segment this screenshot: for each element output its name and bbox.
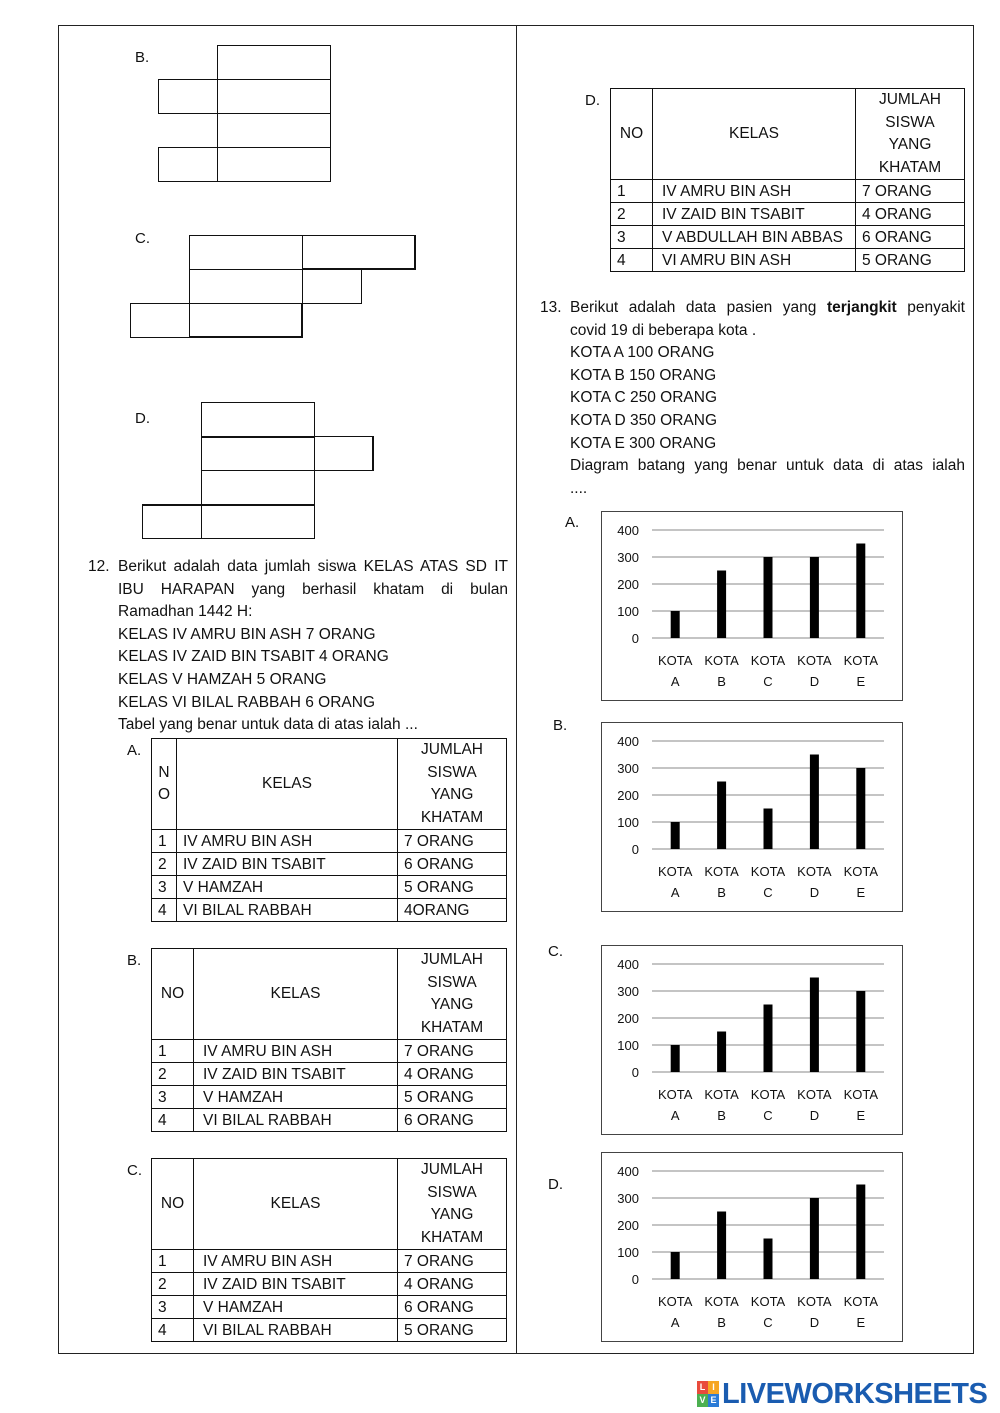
- table-a-label: A.: [127, 742, 142, 759]
- cell-jumlah: 7 ORANG: [398, 830, 507, 853]
- chart-option-a-label: A.: [565, 514, 580, 531]
- question-line: ....: [570, 479, 588, 497]
- cell-kelas: IV AMRU BIN ASH: [177, 830, 398, 853]
- cell-jumlah: 7 ORANG: [856, 180, 965, 203]
- x-tick-label: KOTA: [657, 1294, 693, 1309]
- x-tick-label: KOTA: [797, 653, 832, 668]
- bar-chart-c: [601, 945, 903, 1135]
- bar: [810, 557, 819, 638]
- cell-kelas: VI BILAL RABBAH: [194, 1109, 398, 1132]
- bar: [671, 1045, 680, 1072]
- logo-mark: [697, 1381, 719, 1407]
- cell-jumlah: 6 ORANG: [856, 226, 965, 249]
- cell-kelas: V HAMZAH: [194, 1296, 398, 1319]
- y-tick-label: 100: [617, 1245, 639, 1260]
- x-tick-label: E: [856, 1315, 866, 1330]
- cell-no: 3: [152, 876, 177, 899]
- y-tick-label: 0: [631, 1272, 639, 1287]
- table-b-label: B.: [127, 952, 142, 969]
- question-line: Berikut adalah data jumlah siswa KELAS ATAS SD IT: [118, 558, 508, 575]
- y-tick-label: 400: [617, 1164, 639, 1179]
- logo-mark-letter: E: [708, 1394, 719, 1407]
- table-b: [151, 948, 507, 1132]
- y-tick-label: 0: [631, 842, 639, 857]
- x-tick-label: KOTA: [704, 653, 739, 668]
- bar-chart-a: [601, 511, 903, 701]
- table-row: [152, 830, 507, 853]
- cell-no: 4: [152, 1109, 194, 1132]
- net-face: [302, 269, 362, 304]
- y-tick-label: 0: [631, 631, 639, 646]
- net-face: [314, 436, 374, 471]
- cell-no: 3: [152, 1086, 194, 1109]
- x-tick-label: KOTA: [750, 1294, 786, 1309]
- x-tick-label: KOTA: [750, 864, 786, 879]
- x-tick-label: D: [809, 885, 820, 900]
- cell-kelas: VI BILAL RABBAH: [194, 1319, 398, 1342]
- bar-chart-b: [601, 722, 903, 912]
- bar: [671, 611, 680, 638]
- question-line: Ramadhan 1442 H:: [118, 603, 253, 621]
- table-row: [152, 1273, 507, 1296]
- cell-jumlah: 6 ORANG: [398, 853, 507, 876]
- net-face: [189, 303, 303, 338]
- x-tick-label: KOTA: [704, 864, 739, 879]
- bar: [717, 1212, 726, 1280]
- y-tick-label: 100: [617, 815, 639, 830]
- bar-chart-d: [601, 1152, 903, 1342]
- cell-kelas: IV ZAID BIN TSABIT: [653, 203, 856, 226]
- cell-kelas: VI BILAL RABBAH: [177, 899, 398, 922]
- net-face: [189, 235, 303, 270]
- cell-jumlah: 4 ORANG: [398, 1063, 507, 1086]
- cell-kelas: IV AMRU BIN ASH: [194, 1040, 398, 1063]
- question-line: Tabel yang benar untuk data di atas ialah ...: [118, 716, 418, 734]
- cell-jumlah: 4ORANG: [398, 899, 507, 922]
- net-face: [130, 303, 190, 338]
- table-row: [611, 249, 965, 272]
- table-row: [611, 226, 965, 249]
- cell-kelas: IV ZAID BIN TSABIT: [194, 1273, 398, 1296]
- table-row: [152, 1086, 507, 1109]
- x-tick-label: KOTA: [843, 653, 879, 668]
- header-kelas: KELAS: [653, 89, 856, 180]
- net-face: [189, 269, 303, 304]
- x-tick-label: A: [670, 1315, 680, 1330]
- x-tick-label: A: [670, 674, 680, 689]
- table-row: [152, 853, 507, 876]
- question-line: covid 19 di beberapa kota .: [570, 321, 757, 339]
- y-tick-label: 100: [617, 604, 639, 619]
- question-line: KOTA C 250 ORANG: [570, 389, 718, 407]
- y-tick-label: 400: [617, 523, 639, 538]
- net-option-b-label: B.: [135, 49, 150, 66]
- cell-jumlah: 4 ORANG: [398, 1273, 507, 1296]
- y-tick-label: 300: [617, 550, 639, 565]
- cell-kelas: V HAMZAH: [194, 1086, 398, 1109]
- header-kelas: KELAS: [177, 739, 398, 830]
- cell-no: 1: [152, 830, 177, 853]
- net-face: [201, 470, 315, 505]
- table-d-label: D.: [585, 92, 600, 109]
- question-line: KELAS IV AMRU BIN ASH 7 ORANG: [118, 625, 376, 643]
- logo-mark-letter: I: [708, 1381, 719, 1394]
- net-face: [201, 504, 315, 539]
- chart-option-d-label: D.: [548, 1176, 563, 1193]
- cell-no: 3: [611, 226, 653, 249]
- x-tick-label: KOTA: [843, 1087, 879, 1102]
- bar: [717, 1032, 726, 1073]
- question-keyword: terjangkit: [826, 299, 897, 316]
- question-intro-end: penyakit: [896, 299, 965, 316]
- x-tick-label: KOTA: [657, 1087, 693, 1102]
- header-jumlah: JUMLAH SISWA YANG KHATAM: [856, 89, 965, 180]
- question-line: KOTA E 300 ORANG: [570, 434, 717, 452]
- y-tick-label: 200: [617, 577, 639, 592]
- header-no: NO: [152, 1159, 194, 1250]
- logo-mark-letter: L: [697, 1381, 708, 1394]
- column-divider: [516, 25, 517, 1354]
- cell-no: 2: [152, 1273, 194, 1296]
- table-row: [611, 203, 965, 226]
- x-tick-label: C: [763, 1108, 773, 1123]
- table-row: [152, 876, 507, 899]
- x-tick-label: KOTA: [797, 864, 832, 879]
- cell-jumlah: 6 ORANG: [398, 1296, 507, 1319]
- header-kelas: KELAS: [194, 1159, 398, 1250]
- net-option-d-label: D.: [135, 410, 150, 427]
- header-kelas: KELAS: [194, 949, 398, 1040]
- question-number: 13.: [540, 299, 562, 316]
- chart-svg: [602, 946, 902, 1134]
- x-tick-label: B: [717, 674, 726, 689]
- table-c: [151, 1158, 507, 1342]
- x-tick-label: D: [809, 674, 820, 689]
- x-tick-label: B: [717, 885, 726, 900]
- cell-jumlah: 7 ORANG: [398, 1040, 507, 1063]
- net-face: [217, 113, 331, 148]
- bar: [764, 1239, 773, 1280]
- bar: [717, 782, 726, 850]
- x-tick-label: KOTA: [657, 864, 693, 879]
- bar: [764, 1005, 773, 1073]
- bar: [810, 755, 819, 850]
- chart-svg: [602, 512, 902, 700]
- cell-jumlah: 7 ORANG: [398, 1250, 507, 1273]
- x-tick-label: D: [809, 1315, 820, 1330]
- chart-svg: [602, 1153, 902, 1341]
- logo-text: LIVEWORKSHEETS: [722, 1377, 988, 1410]
- cell-kelas: IV ZAID BIN TSABIT: [177, 853, 398, 876]
- net-face: [201, 436, 315, 471]
- question-line: KOTA B 150 ORANG: [570, 366, 717, 384]
- cell-jumlah: 5 ORANG: [398, 876, 507, 899]
- question-line: IBU HARAPAN yang berhasil khatam di bulan: [118, 580, 508, 598]
- y-tick-label: 0: [631, 1065, 639, 1080]
- x-tick-label: E: [856, 674, 866, 689]
- cell-jumlah: 4 ORANG: [856, 203, 965, 226]
- x-tick-label: C: [763, 674, 773, 689]
- cell-no: 1: [152, 1040, 194, 1063]
- cell-jumlah: 5 ORANG: [398, 1086, 507, 1109]
- table-row: [152, 899, 507, 922]
- cell-kelas: IV ZAID BIN TSABIT: [194, 1063, 398, 1086]
- cell-jumlah: 5 ORANG: [856, 249, 965, 272]
- bar: [856, 544, 865, 639]
- bar: [810, 978, 819, 1073]
- cell-no: 4: [152, 1319, 194, 1342]
- cell-kelas: IV AMRU BIN ASH: [653, 180, 856, 203]
- y-tick-label: 400: [617, 957, 639, 972]
- net-face: [217, 45, 331, 80]
- cell-no: 4: [152, 899, 177, 922]
- logo-mark-letter: V: [697, 1394, 708, 1407]
- table-a: [151, 738, 507, 922]
- cell-no: 4: [611, 249, 653, 272]
- net-face: [201, 402, 315, 437]
- x-tick-label: C: [763, 885, 773, 900]
- x-tick-label: B: [717, 1315, 726, 1330]
- x-tick-label: KOTA: [704, 1087, 739, 1102]
- question-line: [570, 297, 965, 320]
- table-c-label: C.: [127, 1162, 142, 1179]
- chart-svg: [602, 723, 902, 911]
- y-tick-label: 300: [617, 761, 639, 776]
- bar: [856, 768, 865, 849]
- question-line: KOTA A 100 ORANG: [570, 344, 715, 362]
- bar: [671, 822, 680, 849]
- bar: [671, 1252, 680, 1279]
- cell-no: 2: [152, 853, 177, 876]
- question-number: 12.: [88, 558, 110, 575]
- question-line: KELAS VI BILAL RABBAH 6 ORANG: [118, 693, 375, 711]
- y-tick-label: 200: [617, 1218, 639, 1233]
- bar: [856, 991, 865, 1072]
- x-tick-label: E: [856, 1108, 866, 1123]
- cell-no: 1: [611, 180, 653, 203]
- cell-kelas: V ABDULLAH BIN ABBAS: [653, 226, 856, 249]
- x-tick-label: KOTA: [750, 653, 786, 668]
- bar: [764, 809, 773, 850]
- x-tick-label: KOTA: [797, 1294, 832, 1309]
- x-tick-label: A: [670, 1108, 680, 1123]
- cell-no: 2: [611, 203, 653, 226]
- table-row: [152, 1040, 507, 1063]
- y-tick-label: 200: [617, 1011, 639, 1026]
- x-tick-label: B: [717, 1108, 726, 1123]
- header-jumlah: JUMLAH SISWA YANG KHATAM: [398, 949, 507, 1040]
- y-tick-label: 400: [617, 734, 639, 749]
- x-tick-label: D: [809, 1108, 820, 1123]
- bar: [764, 557, 773, 638]
- bar: [810, 1198, 819, 1279]
- net-option-c-label: C.: [135, 230, 150, 247]
- table-d: [610, 88, 965, 272]
- question-13: [540, 297, 965, 500]
- table-row: [152, 1250, 507, 1273]
- x-tick-label: A: [670, 885, 680, 900]
- x-tick-label: KOTA: [797, 1087, 832, 1102]
- cell-no: 2: [152, 1063, 194, 1086]
- question-intro: Berikut adalah data pasien yang: [570, 299, 827, 316]
- table-row: [152, 1319, 507, 1342]
- question-line: KOTA D 350 ORANG: [570, 411, 718, 429]
- table-row: [152, 1063, 507, 1086]
- x-tick-label: C: [763, 1315, 773, 1330]
- x-tick-label: KOTA: [750, 1087, 786, 1102]
- cell-jumlah: 5 ORANG: [398, 1319, 507, 1342]
- net-face: [142, 504, 202, 539]
- cell-jumlah: 6 ORANG: [398, 1109, 507, 1132]
- chart-option-b-label: B.: [553, 717, 568, 734]
- x-tick-label: KOTA: [843, 1294, 879, 1309]
- x-tick-label: E: [856, 885, 866, 900]
- header-jumlah: JUMLAH SISWA YANG KHATAM: [398, 1159, 507, 1250]
- header-no: NO: [152, 949, 194, 1040]
- question-line: KELAS IV ZAID BIN TSABIT 4 ORANG: [118, 648, 389, 666]
- cell-no: 1: [152, 1250, 194, 1273]
- table-row: [611, 180, 965, 203]
- y-tick-label: 200: [617, 788, 639, 803]
- header-jumlah: JUMLAH SISWA YANG KHATAM: [398, 739, 507, 830]
- header-no: N O: [152, 739, 177, 830]
- net-face: [302, 235, 416, 270]
- y-tick-label: 100: [617, 1038, 639, 1053]
- question-line: KELAS V HAMZAH 5 ORANG: [118, 670, 327, 688]
- header-no: NO: [611, 89, 653, 180]
- chart-option-c-label: C.: [548, 943, 563, 960]
- liveworksheets-logo: [697, 1378, 987, 1410]
- y-tick-label: 300: [617, 1191, 639, 1206]
- cell-no: 3: [152, 1296, 194, 1319]
- net-face: [158, 79, 218, 114]
- x-tick-label: KOTA: [843, 864, 879, 879]
- cell-kelas: VI AMRU BIN ASH: [653, 249, 856, 272]
- table-row: [152, 1296, 507, 1319]
- y-tick-label: 300: [617, 984, 639, 999]
- bar: [717, 571, 726, 639]
- question-12: [88, 556, 508, 737]
- cell-kelas: IV AMRU BIN ASH: [194, 1250, 398, 1273]
- table-row: [152, 1109, 507, 1132]
- x-tick-label: KOTA: [704, 1294, 739, 1309]
- net-face: [217, 147, 331, 182]
- bar: [856, 1185, 865, 1280]
- net-face: [217, 79, 331, 114]
- question-line: Diagram batang yang benar untuk data di atas ialah: [570, 457, 965, 475]
- net-face: [158, 147, 218, 182]
- cell-kelas: V HAMZAH: [177, 876, 398, 899]
- x-tick-label: KOTA: [657, 653, 693, 668]
